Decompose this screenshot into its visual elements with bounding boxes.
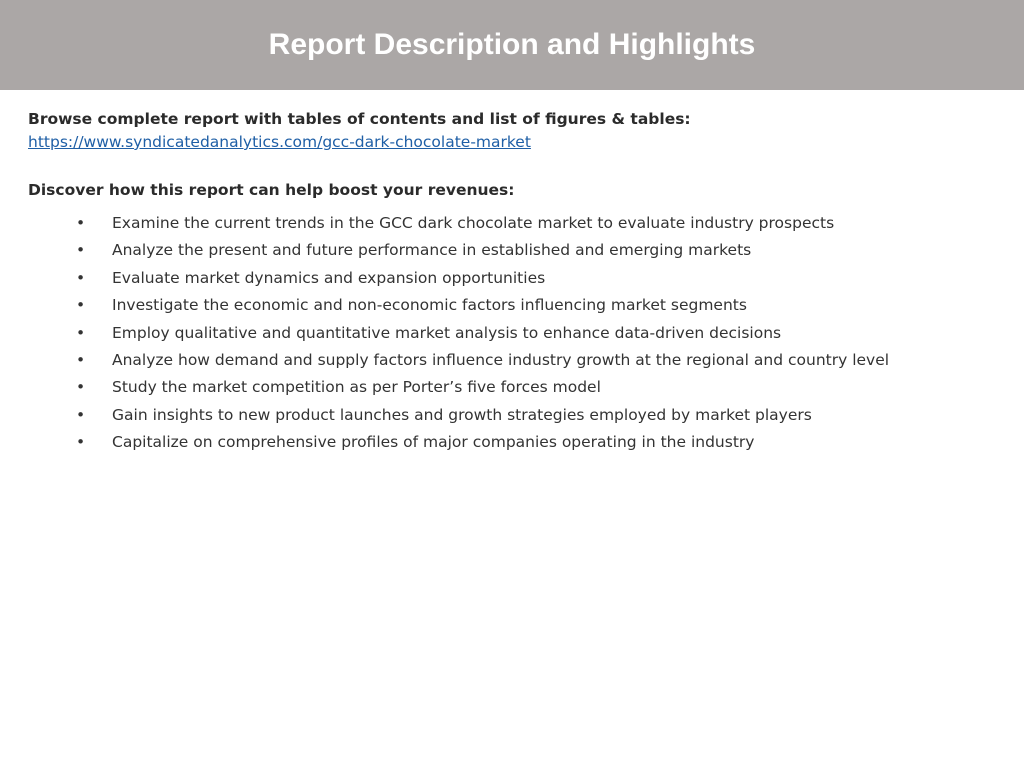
header-bar — [0, 0, 1024, 90]
page-title: Report Description and Highlights — [268, 28, 756, 61]
bullet-icon: • — [76, 378, 86, 397]
list-item-text: Employ qualitative and quantitative market analysis to enhance data-driven decisions — [112, 323, 782, 342]
bullet-icon: • — [76, 214, 86, 232]
bullet-icon: • — [76, 351, 86, 370]
list-item-text: Analyze how demand and supply factors influence industry growth at the regional and country level — [112, 351, 890, 370]
list-item — [28, 429, 998, 456]
list-item-text: Examine the current trends in the GCC dark chocolate market to evaluate industry prospects — [112, 214, 835, 232]
bullet-icon: • — [76, 323, 86, 342]
bullet-icon: • — [76, 405, 86, 424]
list-item-text: Study the market competition as per Porter’s five forces model — [112, 378, 601, 397]
list-item-text: Analyze the present and future performance in established and emerging markets — [112, 241, 752, 260]
content-area — [28, 108, 998, 457]
list-item-text: Investigate the economic and non-economic factors influencing market segments — [112, 296, 747, 315]
list-item-text: Gain insights to new product launches and growth strategies employed by market players — [112, 405, 812, 424]
list-item-text: Evaluate market dynamics and expansion opportunities — [112, 268, 546, 287]
bullet-icon: • — [76, 296, 86, 315]
list-item — [28, 402, 998, 429]
list-item — [28, 237, 998, 264]
bullet-icon: • — [76, 433, 86, 452]
list-item — [28, 265, 998, 292]
list-item — [28, 320, 998, 347]
discover-heading: Discover how this report can help boost your revenues: — [28, 181, 515, 199]
list-item-text: Capitalize on comprehensive profiles of major companies operating in the industry — [112, 433, 755, 452]
bullet-icon: • — [76, 268, 86, 287]
list-item — [28, 210, 998, 237]
list-item — [28, 292, 998, 319]
bullet-icon: • — [76, 241, 86, 260]
highlights-list — [28, 210, 998, 457]
list-item — [28, 374, 998, 401]
report-link[interactable]: https://www.syndicatedanalytics.com/gcc-dark-chocolate-market — [28, 133, 531, 151]
list-item — [28, 347, 998, 374]
browse-heading: Browse complete report with tables of contents and list of figures & tables: — [28, 110, 691, 128]
